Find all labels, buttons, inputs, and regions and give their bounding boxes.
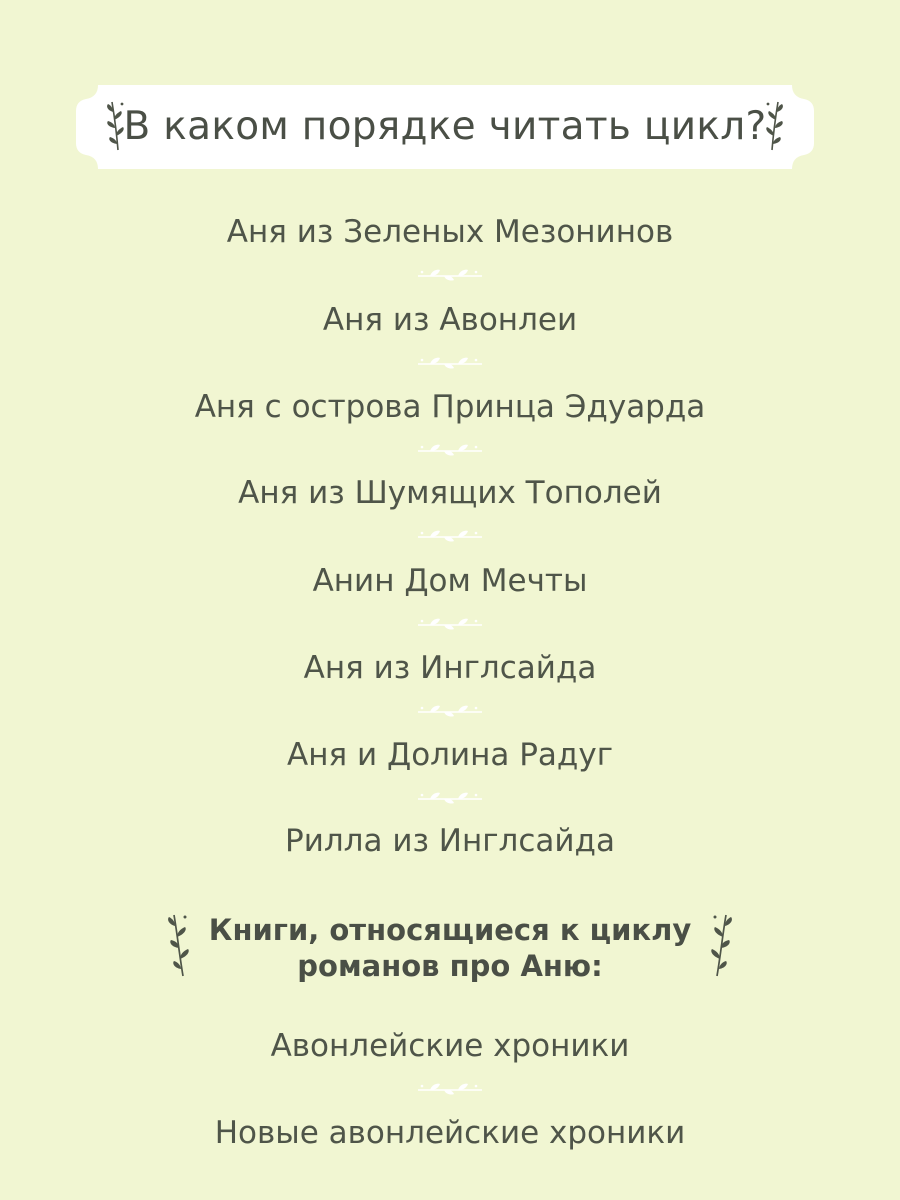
list-item: Анин Дом Мечты <box>312 563 588 599</box>
list-item: Аня с острова Принца Эдуарда <box>194 389 706 425</box>
title-plaque <box>76 85 814 169</box>
list-item: Новые авонлейские хроники <box>214 1115 686 1151</box>
page-title: В каком порядке читать цикл? <box>123 104 767 149</box>
subheading-title <box>150 912 750 984</box>
white-leaf-divider-icon <box>410 1080 490 1096</box>
list-item: Рилла из Инглсайда <box>285 823 615 859</box>
leaf-sprig-icon <box>705 912 735 982</box>
white-leaf-divider-icon <box>410 527 490 543</box>
subheading-line: романов про Аню: <box>297 949 603 983</box>
subheading-line: Книги, относящиеся к циклу <box>208 913 692 947</box>
white-leaf-divider-icon <box>410 354 490 370</box>
white-leaf-divider-icon <box>410 789 490 805</box>
white-leaf-divider-icon <box>410 441 490 457</box>
list-item: Аня из Зеленых Мезонинов <box>226 214 674 250</box>
list-item: Аня из Авонлеи <box>322 302 578 338</box>
list-item: Аня из Инглсайда <box>303 650 597 686</box>
list-item: Аня и Долина Радуг <box>287 737 613 773</box>
related-books-heading <box>150 910 750 986</box>
white-leaf-divider-icon <box>410 615 490 631</box>
list-item: Авонлейские хроники <box>270 1028 630 1064</box>
white-leaf-divider-icon <box>410 266 490 282</box>
list-item: Аня из Шумящих Тополей <box>238 475 662 511</box>
leaf-sprig-icon <box>760 100 786 156</box>
white-leaf-divider-icon <box>410 702 490 718</box>
